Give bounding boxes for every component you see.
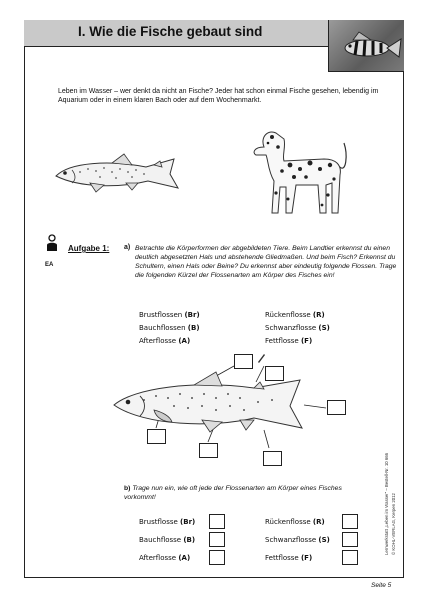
page-title: I. Wie die Fische gebaut sind [78, 24, 263, 39]
page-number: Seite 5 [371, 582, 392, 589]
answer-box-adipose[interactable] [265, 366, 284, 381]
fin-label-brustflossen: Brustflossen (Br) [139, 311, 200, 319]
count-label-bauchflosse: Bauchflosse (B) [139, 536, 196, 544]
task-a-label: a) [124, 244, 131, 251]
fin-label-fettflosse: Fettflosse (F) [265, 337, 313, 345]
count-label-fettflosse: Fettflosse (F) [265, 554, 313, 562]
count-box-afterflosse[interactable] [209, 550, 225, 565]
fin-label-bauchflossen: Bauchflossen (B) [139, 324, 200, 332]
answer-box-pectoral[interactable] [147, 429, 166, 444]
count-box-brustflosse[interactable] [209, 514, 225, 529]
side-publisher-info: Lernwerkstatt „Leben im Wasser“ – Bestell-Nr. 10 666 [384, 452, 389, 555]
count-label-rueckenflosse: Rückenflosse (R) [265, 518, 325, 526]
answer-box-anal[interactable] [263, 451, 282, 466]
count-box-bauchflosse[interactable] [209, 532, 225, 547]
count-box-fettflosse[interactable] [342, 550, 358, 565]
answer-box-dorsal[interactable] [234, 354, 253, 369]
pencil-icon [256, 352, 266, 364]
single-work-icon [46, 234, 58, 252]
count-box-schwanzflosse[interactable] [342, 532, 358, 547]
count-box-rueckenflosse[interactable] [342, 514, 358, 529]
task-b-text: b) Trage nun ein, wie oft jede der Flossenarten am Körper eines Fisches vorkommt! [124, 485, 342, 501]
trout-diagram [104, 350, 354, 475]
intro-text: Leben im Wasser – wer denkt da nicht an Fische? Jeder hat schon einmal Fische gesehen, lebendig im Aquarium oder in einem klaren Bach oder auf dem Wochenmarkt. [58, 88, 379, 105]
count-label-brustflosse: Brustflosse (Br) [139, 518, 196, 526]
trout-illustration [50, 150, 190, 196]
count-label-afterflosse: Afterflosse (A) [139, 554, 191, 562]
dalmatian-illustration [246, 125, 352, 220]
header-bar [24, 20, 328, 47]
fin-label-rueckenflosse: Rückenflosse (R) [265, 311, 325, 319]
fin-label-afterflosse: Afterflosse (A) [139, 337, 191, 345]
count-label-schwanzflosse: Schwanzflosse (S) [265, 536, 330, 544]
answer-box-tail[interactable] [327, 400, 346, 415]
ea-label: EA [45, 262, 54, 268]
task-heading: Aufgabe 1: [68, 244, 110, 253]
answer-box-pelvic[interactable] [199, 443, 218, 458]
task-a-text: Betrachte die Körperformen der abgebildeten Tiere. Beim Landtier erkennst du einen deutlich abgesetzten Hals und abstehende Gliedmaßen. Und beim Fisch? Erkennst du Schultern, einen Hals oder Beine? Du erkennst aber eindeutig folgende Flossen. Trage die folgenden Kürzel der Flossenarten am Körper des Fisches ein! [135, 245, 397, 279]
side-copyright: © KOHL-VERLAG, Kerpen 2012 [391, 493, 396, 555]
fin-label-schwanzflosse: Schwanzflosse (S) [265, 324, 330, 332]
fish-photo [328, 20, 404, 72]
